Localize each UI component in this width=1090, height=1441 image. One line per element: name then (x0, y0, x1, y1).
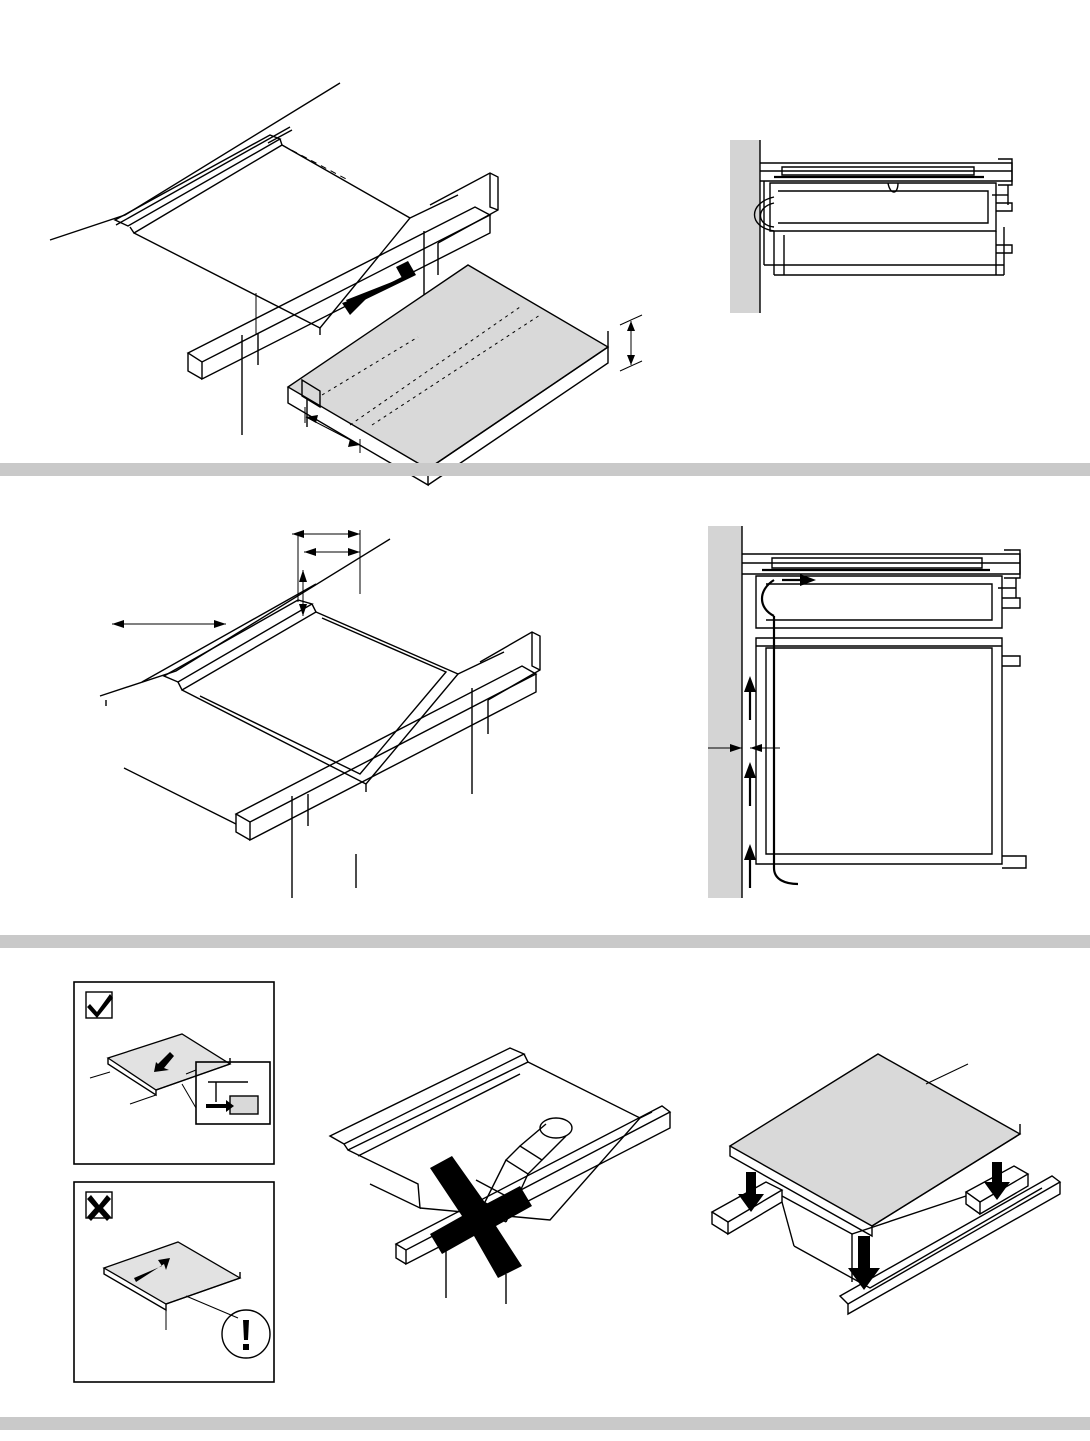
fig-3-1 (70, 978, 280, 1388)
fig-3-2 (310, 1008, 670, 1308)
section-1 (0, 0, 1090, 465)
section-2 (0, 476, 1090, 936)
section-divider-1 (0, 463, 1090, 476)
fig-1-1 (20, 35, 660, 455)
section-3 (0, 948, 1090, 1418)
fig-2-1 (60, 506, 600, 926)
section-divider-2 (0, 935, 1090, 948)
fig-2-2 (690, 516, 1040, 911)
fig-3-3 (690, 996, 1060, 1316)
section-divider-3 (0, 1417, 1090, 1430)
fig-1-2 (712, 135, 1032, 330)
